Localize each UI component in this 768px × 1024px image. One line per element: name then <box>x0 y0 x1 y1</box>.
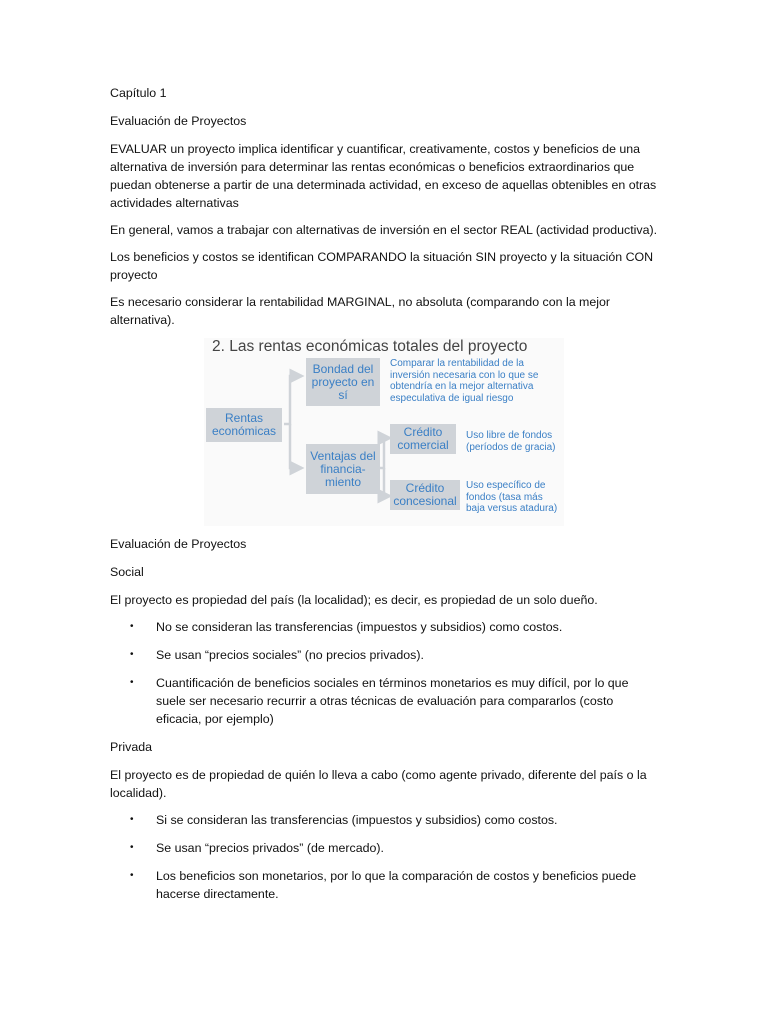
list-item: • Se usan “precios sociales” (no precios privados). <box>130 648 424 662</box>
subheading-privada: Privada <box>110 740 153 754</box>
branch-ventajas-box: Ventajas del financia-miento <box>306 444 380 494</box>
list-item: • Los beneficios son monetarios, por lo que la comparación de costos y beneficios puede hacerse directamente. <box>130 869 637 901</box>
bullet-icon: • <box>130 870 134 881</box>
private-bullet-list <box>110 811 658 903</box>
paragraph-social: El proyecto es propiedad del país (la localidad); es decir, es propiedad de un solo dueño. <box>110 593 598 607</box>
list-item: • Cuantificación de beneficios sociales en términos monetarios es muy difícil, por lo que suele ser necesario recurrir a otras técnicas de evaluación para compararlos (costo eficacia, por ejemplo) <box>130 676 629 726</box>
paragraph-evaluar: EVALUAR un proyecto implica identificar y cuantificar, creativamente, costos y beneficios de una alternativa de inversión para determinar las rentas económicas o beneficios extraordinarios que puedan obtenerse a partir de una determinada actividad, en exceso de aquellas obtenibles en otras actividades alternativas <box>110 142 657 210</box>
paragraph-marginal: Es necesario considerar la rentabilidad MARGINAL, no absoluta (comparando con la mejor alternativa). <box>110 295 611 327</box>
list-item: • No se consideran las transferencias (impuestos y subsidios) como costos. <box>130 620 563 634</box>
rentas-diagram <box>204 338 564 526</box>
social-bullet-list <box>110 618 658 728</box>
diagram-title: 2. Las rentas económicas totales del proyecto <box>212 338 528 355</box>
section-heading: Evaluación de Proyectos <box>110 114 247 128</box>
list-item: • Si se consideran las transferencias (impuestos y subsidios) como costos. <box>130 813 558 827</box>
credito-comercial-note: Uso libre de fondos (períodos de gracia) <box>466 430 556 453</box>
root-box: Rentas económicas <box>206 408 282 442</box>
bullet-icon: • <box>130 649 134 660</box>
list-item: • Se usan “precios privados” (de mercado). <box>130 841 384 855</box>
credito-comercial-box: Crédito comercial <box>390 424 456 454</box>
bullet-icon: • <box>130 842 134 853</box>
paragraph-general: En general, vamos a trabajar con alternativas de inversión en el sector REAL (actividad productiva). <box>110 223 658 237</box>
section-heading-2: Evaluación de Proyectos <box>110 537 247 551</box>
chapter-heading: Capítulo 1 <box>110 86 167 100</box>
subheading-social: Social <box>110 565 144 579</box>
paragraph-comparando: Los beneficios y costos se identifican COMPARANDO la situación SIN proyecto y la situación CON proyecto <box>110 250 654 282</box>
branch-bondad-box: Bondad del proyecto en sí <box>306 358 380 406</box>
credito-concesional-note: Uso específico de fondos (tasa más baja versus atadura) <box>466 480 558 514</box>
branch-bondad-note: Comparar la rentabilidad de la inversión necesaria con lo que se obtendría en la mejor alternativa especulativa de igual riesgo <box>390 358 539 404</box>
bullet-icon: • <box>130 677 134 688</box>
bullet-icon: • <box>130 621 134 632</box>
document-page <box>110 84 658 913</box>
paragraph-privada: El proyecto es de propiedad de quién lo lleva a cabo (como agente privado, diferente del país o la localidad). <box>110 768 647 800</box>
credito-concesional-box: Crédito concesional <box>390 480 460 510</box>
bullet-icon: • <box>130 814 134 825</box>
